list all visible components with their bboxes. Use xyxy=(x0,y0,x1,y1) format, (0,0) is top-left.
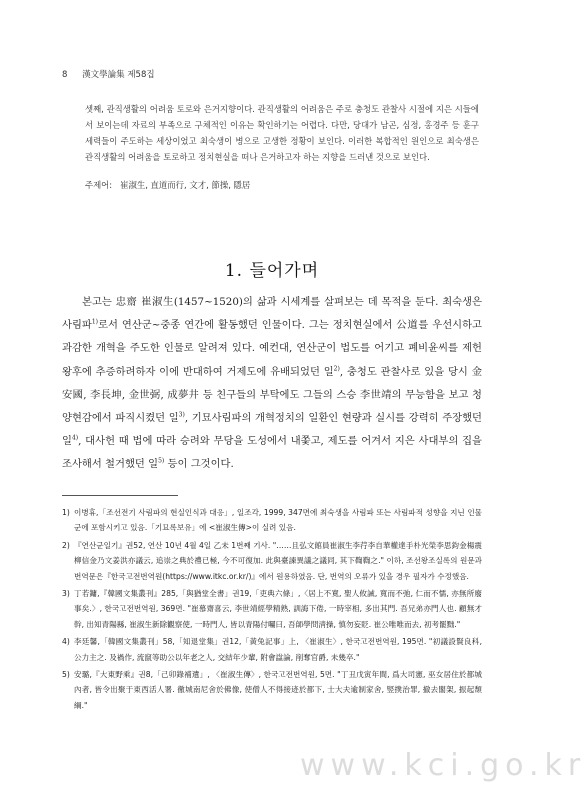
body-run: 忠齋 崔淑生(1457~1520)의 삶과 시세계를 살펴보는 데 목적을 둔다. 최숙생은 사림파 xyxy=(62,296,482,332)
footnote-item xyxy=(62,634,482,665)
footnotes xyxy=(62,505,482,715)
footnote-item xyxy=(62,505,482,536)
footnote-number: 1) xyxy=(62,508,70,517)
footnote-item xyxy=(62,586,482,632)
footnote-text: 이병휴,「조선전기 사림파의 현실인식과 대응」, 일조각, 1999, 347면에 최숙생을 사림파 또는 사림파적 성향을 지닌 인물군에 포함시키고 있음.「기묘록보유」에 <崔淑生傳>이 실려 있음. xyxy=(74,508,482,533)
watermark-logo: www.kci.go.kr xyxy=(300,748,586,783)
section-title: 1. 들어가며 xyxy=(224,261,320,281)
footnote-ref-3[interactable]: 3) xyxy=(178,411,185,419)
footnote-item xyxy=(62,667,482,713)
keywords-list: 崔淑生, 直道而行, 文才, 節操, 隱居 xyxy=(120,180,251,190)
footnote-ref-5[interactable]: 5) xyxy=(158,458,165,465)
body-run: 등이 그것이다. xyxy=(164,458,234,471)
footnote-text: 李廷馨,「韓國文集叢刊」58,「知退堂集」권12,「黃兔記事」上, 〈崔淑生〉, 한국고전번역원, 195면. "初議設賢良科, 公力主之. 及禍作, 流竄等助公以年老之人, 交結年少輩, 附會諡論, 削奪官爵, 未幾卒." xyxy=(74,637,482,662)
footnote-ref-4[interactable]: 4) xyxy=(71,434,79,442)
body-text xyxy=(62,291,482,477)
body-run: , 기묘사림파의 개혁정치의 일환인 현량과 실시를 강력히 주장했던 일 xyxy=(62,412,482,448)
footnote-number: 4) xyxy=(62,637,70,647)
body-run: 본고는 xyxy=(82,296,116,308)
footnote-ref-2[interactable]: 2) xyxy=(333,365,340,373)
footnote-text: 丁若鏞,『韓國文集叢刊』285,「與猶堂全書」권19,「吏典六條」,〈居上不寬, 聖人攸誡, 寬而不弛, 仁而不懦, 亦無所廢事矣.〉, 한국고전번역원, 369면. "崔慕齋喜云, 李世靖經學精熟, 訓誨下倦, 一時宰相, 多出其門. 吾兄弟亦門人也. 顧無才幹, 出知青陽縣, 崔淑生新除觀察使, 一時門人, 皆以青陽付囑曰, 吾師學問淸操, 慎勿妄貶. 崔公唯唯而去, 初考罷黜." xyxy=(74,589,482,629)
body-paragraph xyxy=(62,291,482,477)
journal-title: 漢文學論集 제58집 xyxy=(82,70,155,80)
footnote-number: 5) xyxy=(62,670,70,680)
abstract-text: 셋째, 관직생활의 어려움 토로와 은거지향이다. 관직생활의 어려움은 주로 충청도 관찰사 시절에 지은 시들에서 보이는데 자료의 부족으로 구체적인 이유는 확인하기는 어렵다. 다만, 당대가 남곤, 심정, 홍경주 등 훈구세력들이 주도하는 세상이었고 최숙생이 병으로 고생한 정황이 보인다. 이러한 복합적인 원인으로 최숙생은 관직생활의 어려움을 토로하고 정치현실을 떠나 은거하고자 하는 지향을 드러낸 것으로 보인다. xyxy=(85,104,479,162)
footnote-text: 『연산군일기』권52, 연산 10년 4월 4일 乙未 1번째 기사. "……且弘文館員崔淑生李荇李自華權達手朴光榮李思鈞金楊震柳信金乃文姜洪亦議云, 追崇之典於禮已極, 今不可復加. 此與臺諫異議之議同, 其下鞫鞫之." 이하, 조선왕조실록의 원문과 번역문은『한국고전번역원(https://www.itkc.or.kr/)』에서 원용하였음. 단, 번역의 오류가 있을 경우 필자가 수정했음. xyxy=(74,540,482,581)
body-run: , 충청도 관찰사로 있을 당시 金安國, 李長坤, 金世弼, 成夢井 등 친구들의 부탁에도 그들의 스승 李世靖의 무능함을 보고 청양현감에서 파직시켰던 일 xyxy=(62,365,482,425)
running-header xyxy=(62,68,155,80)
keywords-label: 주제어: xyxy=(85,180,113,190)
body-run: 로서 연산군~중종 연간에 활동했던 인물이다. 그는 정치현실에서 公道를 우선시하고 과감한 개혁을 주도한 인물로 알려져 있다. 예컨대, 연산군이 법도를 어기고 폐비윤씨를 제헌왕후에 추증하려하자 이에 반대하여 거제도에 유배되었던 일 xyxy=(62,319,482,378)
footnote-separator xyxy=(62,495,178,496)
footnote-ref-1[interactable]: 1) xyxy=(91,318,99,326)
abstract-block xyxy=(85,101,479,193)
footnote-number: 2) xyxy=(62,540,70,550)
keywords-line xyxy=(85,177,479,193)
footnote-item xyxy=(62,538,482,584)
page-number: 8 xyxy=(62,70,68,80)
body-run: , 대사헌 때 법에 따라 승려와 무당을 도성에서 내쫓고, 제도를 어겨서 지은 사대부의 집을 조사해서 철거했던 일 xyxy=(62,435,482,471)
footnote-number: 3) xyxy=(62,589,70,599)
footnote-text: 安璐,『大東野乘』권8,「己卯錄補遺」, 〈崔淑生傳〉, 한국고전번역원, 5면. "丁丑戊寅年間, 爲大司憲, 巫女居住於都城內者, 皆令出聚于東西活人署. 徹城南尼舍於佛像, 使僧人不得接迹於都下, 士大夫逾制家舍, 竪撲治罪, 撤去閣架, 振起頹綱." xyxy=(74,670,482,710)
